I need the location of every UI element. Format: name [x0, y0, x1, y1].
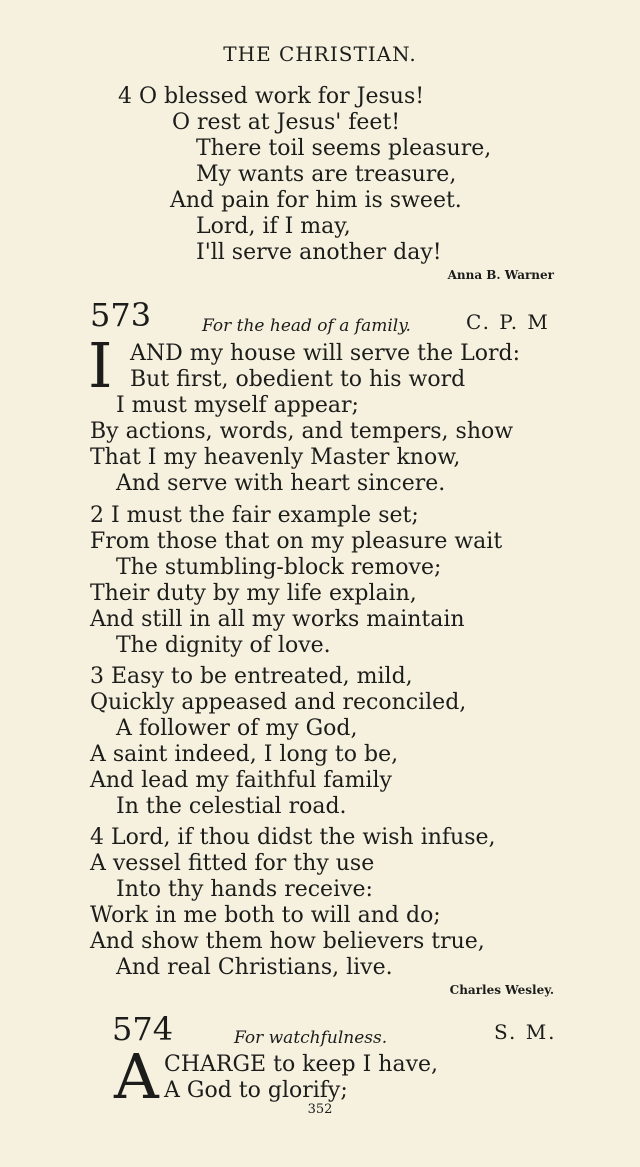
verse-line: And show them how believers true, [90, 929, 485, 954]
verse-line: Into thy hands receive: [116, 877, 373, 902]
hymn-occasion: For the head of a family. [202, 316, 411, 336]
verse-line: 4 O blessed work for Jesus! [118, 84, 425, 109]
hymn-occasion: For watchfulness. [234, 1028, 388, 1048]
hymn-meter: S. M. [494, 1020, 557, 1044]
verse-line: And real Christians, live. [116, 955, 393, 980]
page-number: 352 [307, 1102, 333, 1117]
verse-line: I'll serve another day! [196, 240, 442, 265]
verse-line: And pain for him is sweet. [170, 188, 462, 213]
verse-line: There toil seems pleasure, [196, 136, 492, 161]
verse-line: Their duty by my life explain, [90, 581, 417, 606]
verse-line: Lord, if I may, [196, 214, 351, 239]
verse-line: And lead my faithful family [90, 768, 392, 793]
hymn-number: 574 [112, 1010, 174, 1048]
verse-line: And still in all my works maintain [90, 607, 465, 632]
verse-line: A God to glorify; [164, 1078, 348, 1103]
verse-line: O rest at Jesus' feet! [172, 110, 401, 135]
verse-line: But first, obedient to his word [130, 367, 466, 392]
verse-line: 4 Lord, if thou didst the wish infuse, [90, 825, 496, 850]
verse-line: CHARGE to keep I have, [164, 1052, 439, 1077]
verse-line: My wants are treasure, [196, 162, 457, 187]
verse-line: A saint indeed, I long to be, [90, 742, 399, 767]
drop-cap: I [88, 329, 113, 402]
verse-line: That I my heavenly Master know, [90, 445, 461, 470]
verse-line: Quickly appeased and reconciled, [90, 690, 467, 715]
verse-line: Work in me both to will and do; [90, 903, 441, 928]
verse-line: From those that on my pleasure wait [90, 529, 503, 554]
author-attribution: Anna B. Warner [447, 268, 554, 282]
verse-line: In the celestial road. [116, 794, 347, 819]
verse-line: The dignity of love. [116, 633, 331, 658]
hymn-number: 573 [90, 296, 152, 334]
drop-cap: A [114, 1040, 159, 1113]
verse-line: 2 I must the fair example set; [90, 503, 419, 528]
verse-line: The stumbling-block remove; [116, 555, 442, 580]
verse-line: A vessel fitted for thy use [90, 851, 375, 876]
hymn-meter: C. P. M [466, 310, 550, 334]
verse-line: AND my house will serve the Lord: [130, 341, 521, 366]
author-attribution: Charles Wesley. [449, 983, 554, 997]
verse-line: 3 Easy to be entreated, mild, [90, 664, 413, 689]
verse-line: I must myself appear; [116, 393, 359, 418]
verse-line: By actions, words, and tempers, show [90, 419, 514, 444]
verse-line: A follower of my God, [116, 716, 358, 741]
running-head: THE CHRISTIAN. [223, 42, 417, 66]
verse-line: And serve with heart sincere. [116, 471, 446, 496]
